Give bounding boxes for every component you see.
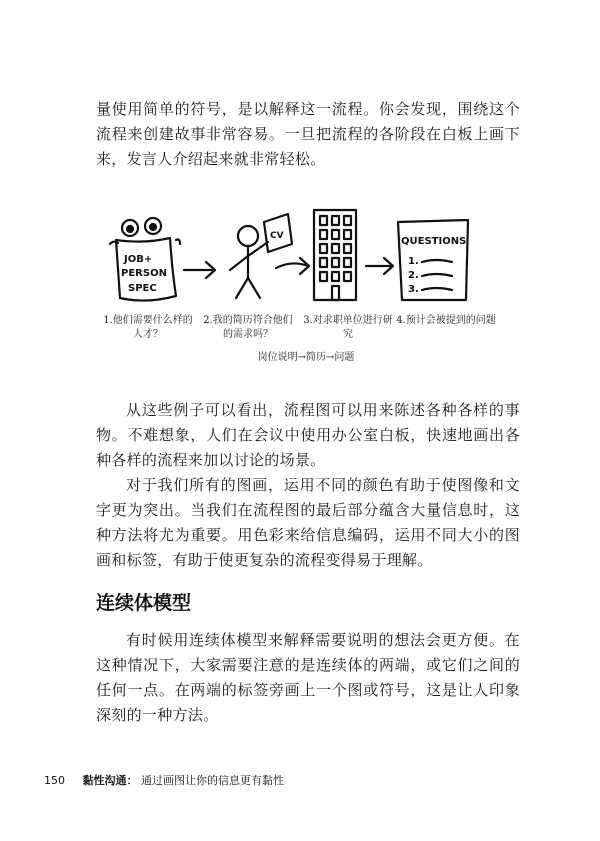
- spec-line2: PERSON: [121, 268, 167, 279]
- step-caption-4: 4.预计会被提到的问题: [396, 315, 496, 326]
- arrow-right-icon: [276, 258, 309, 274]
- figure-caption: 岗位说明→简历→问题: [257, 352, 355, 363]
- body-paragraph-4: 有时候用连续体模型来解释需要说明的想法会更方便。在这种情况下，大家需要注意的是连续体的两端，或它们之间的任何一点。在两端的标签旁画上一个图或符号，这是让人印象深刻的一种方法。: [96, 631, 520, 724]
- section-heading: 连续体模型: [96, 592, 192, 614]
- book-title: 黏性沟通：: [82, 774, 138, 787]
- cv-label: CV: [270, 231, 284, 241]
- question-2: 2.: [408, 270, 419, 281]
- body-paragraph-1: 量使用简单的符号，是以解释这一流程。你会发现，围绕这个流程来创建故事非常容易。一旦把流程的各阶段在白板上画下来，发言人介绍起来就非常轻松。: [96, 100, 520, 168]
- body-paragraph-3: 对于我们所有的图画，运用不同的颜色有助于使图像和文字更为突出。当我们在流程图的最后部分蕴含大量信息时，这种方法将尤为重要。用色彩来给信息编码，运用不同大小的图画和标签，有助于使更复杂的流程变得易于理解。: [96, 476, 520, 569]
- spec-line3: SPEC: [128, 283, 157, 294]
- office-building-icon: [314, 210, 356, 300]
- page-number: 150: [44, 774, 65, 787]
- person-with-cv-icon: [230, 214, 292, 298]
- book-subtitle: 通过画图让你的信息更有黏性: [141, 774, 284, 787]
- question-3: 3.: [408, 284, 419, 295]
- step-caption-3: 3.对求职单位进行研究: [303, 315, 393, 340]
- page-footer: [44, 772, 284, 788]
- arrow-right-icon: [184, 262, 215, 278]
- question-1: 1.: [408, 256, 419, 267]
- step-caption-1: 1.他们需要什么样的人才？: [103, 315, 193, 340]
- step-caption-2: 2.我的简历符合他们的需求吗？: [203, 315, 293, 340]
- spec-line1: JOB+: [124, 254, 153, 265]
- process-sketch: [96, 200, 516, 310]
- process-figure: [96, 200, 516, 370]
- body-paragraph-2: 从这些例子可以看出，流程图可以用来陈述各种各样的事物。不难想象，人们在会议中使用办公室白板，快速地画出各种各样的流程来加以讨论的场景。: [96, 401, 520, 469]
- questions-label: QUESTIONS: [401, 236, 467, 247]
- arrow-right-icon: [366, 258, 393, 274]
